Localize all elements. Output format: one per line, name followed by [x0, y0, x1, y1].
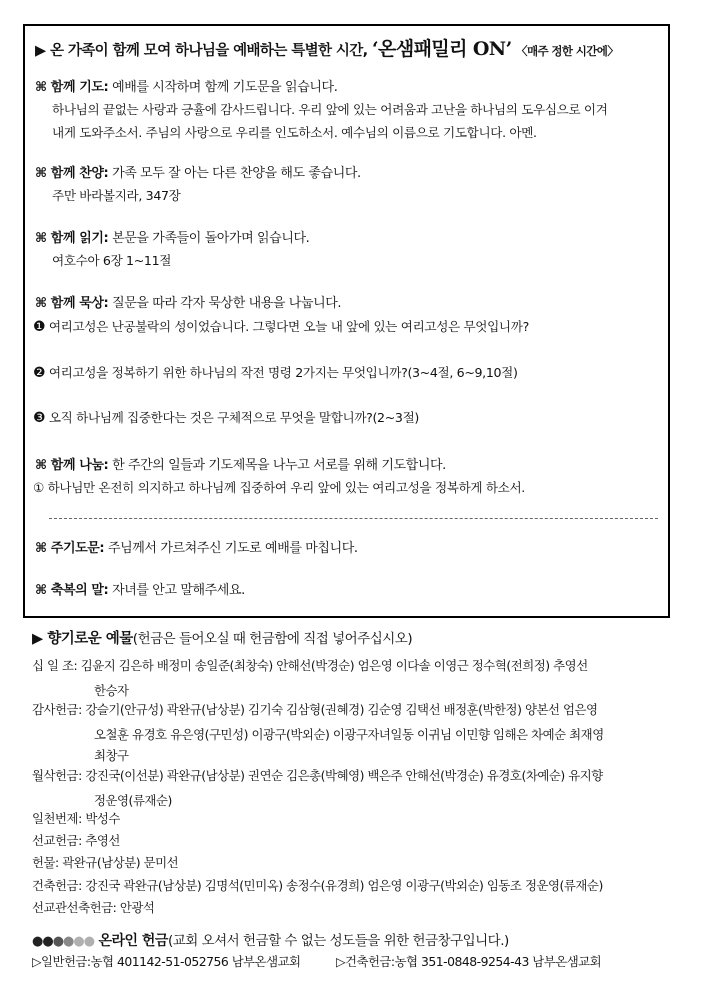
- question-2-text: 여리고성을 정복하기 위한 하나님의 작전 명령 2가지는 무엇입니까?(3~4절, 6~9,10절): [45, 365, 518, 380]
- offering-names: 박성수: [85, 811, 120, 826]
- offering-label: 십 일 조:: [32, 658, 78, 673]
- praise-heading: [35, 162, 361, 181]
- offering-subtitle: (헌금은 들어오실 때 헌금함에 직접 넣어주십시오): [132, 631, 413, 647]
- reading-heading: [35, 227, 309, 246]
- blessing-label: ⌘ 축복의 말:: [35, 583, 109, 598]
- offering-row-tithe: [32, 655, 588, 677]
- meditation-desc: 질문을 따라 각자 묵상한 내용을 나눕니다.: [108, 296, 342, 311]
- question-2-number: ❷: [33, 365, 46, 381]
- worship-title: [35, 34, 618, 61]
- meditation-heading: [35, 292, 341, 311]
- offering-label: 감사헌금:: [32, 702, 82, 717]
- dashed-divider: [49, 518, 658, 519]
- offering-names-continued: 한승자: [94, 683, 129, 698]
- offering-heading: [32, 627, 412, 648]
- question-3: [33, 407, 419, 426]
- offering-names: 곽완규(남상분) 문미선: [62, 855, 179, 870]
- share-heading: [35, 454, 446, 473]
- offering-row-mission-house: [32, 897, 154, 919]
- online-offering-subtitle: (교회 오셔서 헌금할 수 없는 성도들을 위한 헌금창구입니다.): [167, 933, 509, 949]
- question-3-text: 오직 하나님께 집중한다는 것은 구체적으로 무엇을 말합니까?(2~3절): [45, 410, 419, 425]
- question-1: [33, 316, 529, 335]
- offering-label: 일천번제:: [32, 811, 82, 826]
- offering-label: 헌물:: [32, 855, 59, 870]
- question-1-number: ❶: [33, 319, 46, 335]
- online-offering-heading: [32, 929, 509, 950]
- offering-names: 강진국(이선분) 곽완규(남상분) 권연순 김은총(박혜영) 백은주 안해선(박경순) 유경호(차예순) 유지향: [85, 768, 603, 783]
- lords-prayer-desc: 주님께서 가르쳐주신 기도로 예배를 마칩니다.: [104, 541, 358, 556]
- offering-row-mission: [32, 830, 120, 852]
- praise-desc: 가족 모두 잘 아는 다른 찬양을 해도 좋습니다.: [108, 166, 361, 181]
- meditation-label: ⌘ 함께 묵상:: [35, 296, 109, 311]
- reading-passage: 여호수아 6장 1~11절: [52, 253, 172, 268]
- offering-title: 향기로운 예물: [47, 631, 133, 647]
- prayer-desc: 예배를 시작하며 함께 기도문을 읽습니다.: [108, 80, 338, 95]
- praise-hymn: 주만 바라볼지라, 347장: [52, 188, 181, 203]
- lords-prayer-label: ⌘ 주기도문:: [35, 541, 105, 556]
- offering-arrow: ▶: [32, 631, 48, 647]
- offering-row-building: [32, 875, 603, 897]
- offering-label: 건축헌금:: [32, 878, 82, 893]
- offering-names-continued: 정운영(류재순): [94, 793, 172, 808]
- offering-names: 강진국 곽완규(남상분) 김명석(민미옥) 송정수(유경희) 엄은영 이광구(박외순) 임동조 정운영(류재순): [85, 878, 603, 893]
- offering-row-gift: [32, 852, 178, 874]
- prayer-heading: [35, 76, 337, 95]
- reading-desc: 본문을 가족들이 돌아가며 읽습니다.: [108, 231, 310, 246]
- question-1-text: 여리고성은 난공불락의 성이었습니다. 그렇다면 오늘 내 앞에 있는 여리고성은 무엇입니까?: [45, 319, 529, 334]
- account-building: ▷건축헌금:농협 351-0848-9254-43 남부온샘교회: [336, 954, 602, 969]
- offering-names: 안광석: [119, 900, 155, 915]
- question-2: [33, 362, 518, 381]
- decorative-dots-icon: ●●●●●●: [32, 934, 95, 949]
- online-offering-title: 온라인 헌금: [98, 933, 168, 949]
- share-desc: 한 주간의 일들과 기도제목을 나누고 서로를 위해 기도합니다.: [108, 458, 446, 473]
- account-general: ▷일반헌금:농협 401142-51-052756 남부온샘교회: [32, 954, 301, 969]
- offering-label: 선교관선축헌금:: [32, 900, 117, 915]
- offering-row-thousand: [32, 808, 120, 830]
- blessing-desc: 자녀를 안고 말해주세요.: [108, 583, 245, 598]
- share-label: ⌘ 함께 나눔:: [35, 458, 109, 473]
- offering-names-continued: 최창구: [94, 748, 129, 763]
- reading-label: ⌘ 함께 읽기:: [35, 231, 109, 246]
- offering-label: 선교헌금:: [32, 833, 82, 848]
- question-3-number: ❸: [33, 410, 46, 426]
- worship-schedule: 〈매주 정한 시간에〉: [516, 44, 619, 58]
- offering-row-monthly: [32, 765, 603, 787]
- prayer-line-1: 하나님의 끝없는 사랑과 긍휼에 감사드립니다. 우리 앞에 있는 어려움과 고난을 하나님의 도우심으로 이겨: [52, 102, 608, 117]
- worship-brand: ‘온샘패밀리 ON’: [372, 38, 512, 60]
- lords-prayer-heading: [35, 537, 358, 556]
- prayer-label: ⌘ 함께 기도:: [35, 80, 109, 95]
- offering-row-thanks: [32, 699, 598, 721]
- offering-names-continued: 오철훈 유경호 유은영(구민성) 이광구(박외순) 이광구자녀일동 이귀님 이민향 임해은 차예순 최재영: [94, 727, 604, 742]
- family-worship-box: [23, 24, 670, 618]
- offering-names: 추영선: [85, 833, 120, 848]
- offering-label: 월삭헌금:: [32, 768, 82, 783]
- offering-names: 강슬기(안규성) 곽완규(남상분) 김기숙 김삼형(권혜경) 김순영 김택선 배정훈(박한정) 양본선 엄은영: [85, 702, 598, 717]
- praise-label: ⌘ 함께 찬양:: [35, 166, 109, 181]
- worship-title-text: ▶ 온 가족이 함께 모여 하나님을 예배하는 특별한 시간,: [35, 43, 373, 59]
- offering-names: 김윤지 김은하 배정미 송일준(최창숙) 안해선(박경순) 엄은영 이다솔 이영근 정수혁(전희정) 추영선: [80, 658, 588, 673]
- blessing-heading: [35, 579, 245, 598]
- share-prayer: ① 하나님만 온전히 의지하고 하나님께 집중하여 우리 앞에 있는 여리고성을 정복하게 하소서.: [33, 480, 525, 495]
- prayer-line-2: 내게 도와주소서. 주님의 사랑으로 우리를 인도하소서. 예수님의 이름으로 기도합니다. 아멘.: [52, 125, 537, 140]
